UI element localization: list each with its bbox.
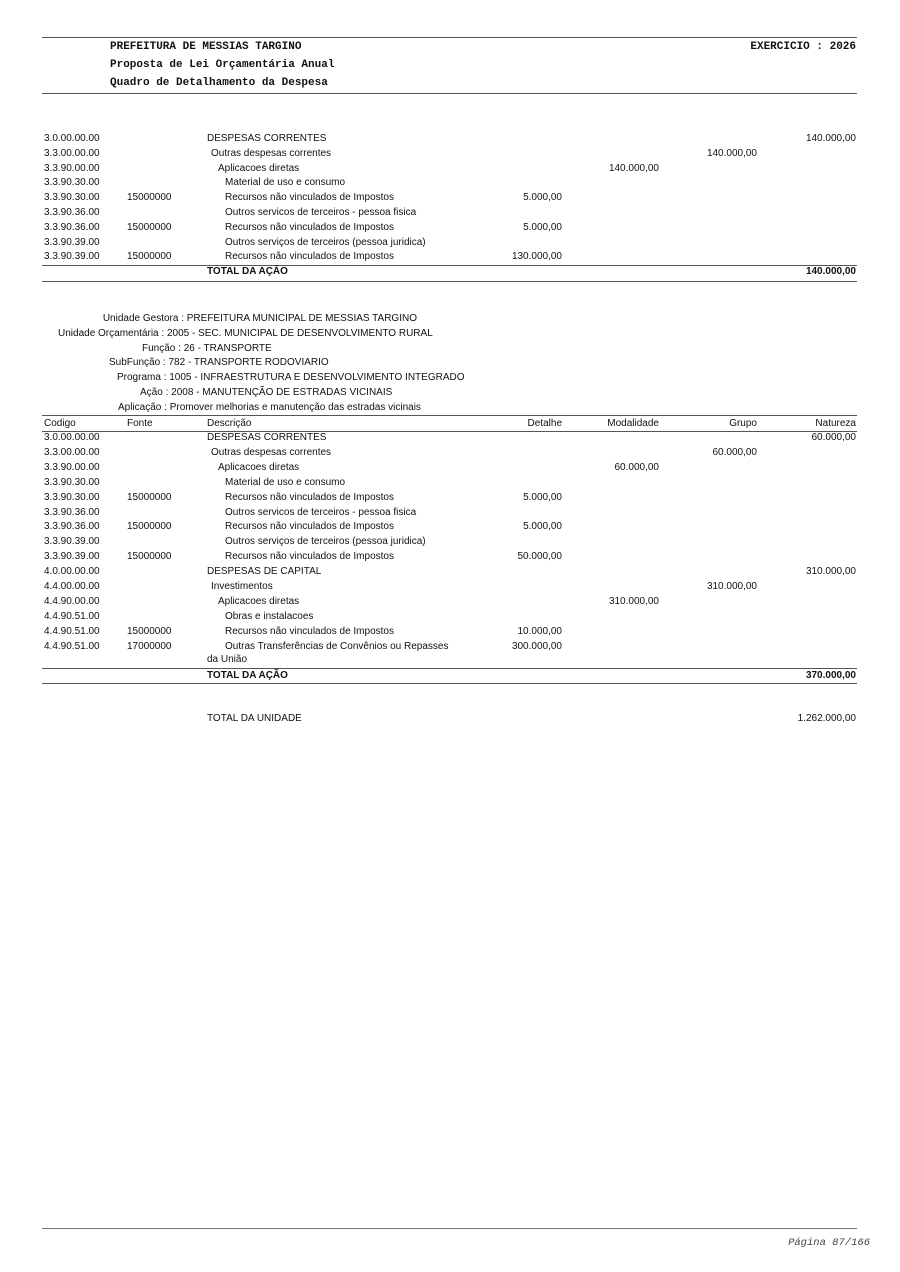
cell-natureza: 140.000,00 <box>805 133 856 144</box>
cell-modalidade: 140.000,00 <box>608 162 659 174</box>
cell-fonte: 15000000 <box>127 251 172 263</box>
cell-fonte: 15000000 <box>127 521 172 533</box>
table-row <box>0 477 900 492</box>
cell-codigo: 3.3.00.00.00 <box>44 446 100 458</box>
cell-descricao: Obras e instalacoes <box>225 610 314 622</box>
col-natureza: Natureza <box>815 418 856 429</box>
cell-modalidade: 60.000,00 <box>614 461 659 473</box>
cell-descricao: Recursos não vinculados de Impostos <box>225 251 394 263</box>
cell-descricao: Outras Transferências de Convênios ou Repasses <box>225 640 449 652</box>
divider <box>42 37 857 38</box>
cell-descricao: Material de uso e consumo <box>225 476 346 488</box>
cell-codigo: 3.3.90.39.00 <box>44 251 100 263</box>
cell-codigo: 3.3.90.30.00 <box>44 192 100 204</box>
col-codigo: Codigo <box>44 418 76 429</box>
cell-descricao: Aplicacoes diretas <box>218 595 300 607</box>
cell-descricao: DESPESAS CORRENTES <box>207 432 327 443</box>
table-row <box>0 507 900 522</box>
cell-detalhe: 5.000,00 <box>523 221 562 233</box>
table-row <box>0 596 900 611</box>
cell-fonte: 15000000 <box>127 551 172 563</box>
footer-divider <box>42 1228 857 1229</box>
page-number: Página 87/166 <box>788 1237 870 1249</box>
table-row <box>0 163 900 178</box>
col-grupo: Grupo <box>729 418 757 429</box>
cell-descricao: DESPESAS DE CAPITAL <box>207 566 322 578</box>
total-row <box>0 266 900 281</box>
divider <box>42 415 857 416</box>
cell-fonte: 15000000 <box>127 192 172 204</box>
cell-codigo: 3.3.90.36.00 <box>44 506 100 518</box>
table-row <box>0 611 900 626</box>
cell-codigo: 3.3.90.39.00 <box>44 236 100 248</box>
cell-codigo: 3.3.90.36.00 <box>44 207 100 218</box>
cell-codigo: 4.4.90.51.00 <box>44 640 100 652</box>
cell-descricao: Outros servicos de terceiros - pessoa fisica <box>225 506 417 518</box>
cell-descricao: Aplicacoes diretas <box>218 461 300 473</box>
cell-codigo: 4.0.00.00.00 <box>44 566 100 578</box>
cell-codigo: 3.3.90.36.00 <box>44 221 100 233</box>
info-aplicacao: Aplicação : Promover melhorias e manutenção das estradas vicinais <box>118 402 421 413</box>
cell-codigo: 3.3.00.00.00 <box>44 147 100 159</box>
table-row <box>0 148 900 163</box>
total-value: 140.000,00 <box>805 266 856 277</box>
table-row <box>0 447 900 462</box>
cell-grupo: 140.000,00 <box>706 147 757 159</box>
total-label: TOTAL DA AÇÃO <box>207 670 288 681</box>
cell-fonte: 15000000 <box>127 491 172 503</box>
table-row <box>0 192 900 207</box>
table-row <box>0 177 900 192</box>
cell-descricao: Outras despesas correntes <box>211 147 332 159</box>
divider <box>42 668 857 669</box>
cell-codigo: 4.4.90.00.00 <box>44 595 100 607</box>
cell-descricao: Recursos não vinculados de Impostos <box>225 521 394 533</box>
table-row <box>0 462 900 477</box>
cell-descricao: Outros serviços de terceiros (pessoa juridica) <box>225 536 426 548</box>
info-programa: Programa : 1005 - INFRAESTRUTURA E DESENVOLVIMENTO INTEGRADO <box>117 372 465 383</box>
table-row <box>0 237 900 252</box>
exercicio: EXERCICIO : 2026 <box>750 41 856 53</box>
table-row <box>0 432 900 447</box>
table-row <box>0 581 900 596</box>
cell-codigo: 3.0.00.00.00 <box>44 133 100 144</box>
total-unidade-label: TOTAL DA UNIDADE <box>207 713 302 724</box>
cell-codigo: 3.3.90.00.00 <box>44 461 100 473</box>
info-subfuncao: SubFunção : 782 - TRANSPORTE RODOVIARIO <box>109 357 329 368</box>
cell-detalhe: 50.000,00 <box>517 551 562 563</box>
total-label: TOTAL DA AÇÃO <box>207 266 288 277</box>
table-row <box>0 133 900 148</box>
total-unidade-row <box>0 713 900 728</box>
cell-detalhe: 5.000,00 <box>523 521 562 533</box>
cell-detalhe: 10.000,00 <box>517 625 562 637</box>
table-row <box>0 492 900 507</box>
table-row <box>0 222 900 237</box>
info-acao: Ação : 2008 - MANUTENÇÃO DE ESTRADAS VICINAIS <box>140 387 393 398</box>
info-unidade-orcamentaria: Unidade Orçamentária : 2005 - SEC. MUNICIPAL DE DESENVOLVIMENTO RURAL <box>58 328 433 339</box>
cell-modalidade: 310.000,00 <box>608 595 659 607</box>
cell-descricao: Investimentos <box>211 581 273 592</box>
cell-descricao: Recursos não vinculados de Impostos <box>225 625 394 637</box>
table-row <box>0 551 900 566</box>
cell-detalhe: 5.000,00 <box>523 192 562 204</box>
cell-descricao: DESPESAS CORRENTES <box>207 133 327 144</box>
cell-detalhe: 300.000,00 <box>511 640 562 652</box>
cell-codigo: 3.3.90.30.00 <box>44 491 100 503</box>
table-row <box>0 626 900 641</box>
cell-codigo: 3.3.90.00.00 <box>44 162 100 174</box>
divider <box>42 683 857 684</box>
table-row <box>0 536 900 551</box>
org-name: PREFEITURA DE MESSIAS TARGINO <box>110 41 302 53</box>
cell-grupo: 310.000,00 <box>706 581 757 592</box>
cell-fonte: 17000000 <box>127 640 172 652</box>
cell-codigo: 4.4.00.00.00 <box>44 581 100 592</box>
cell-descricao: Aplicacoes diretas <box>218 162 300 174</box>
cell-descricao: Recursos não vinculados de Impostos <box>225 221 394 233</box>
cell-descricao: Material de uso e consumo <box>225 177 346 189</box>
cell-codigo: 3.3.90.30.00 <box>44 476 100 488</box>
cell-codigo: 3.0.00.00.00 <box>44 432 100 443</box>
cell-codigo: 3.3.90.39.00 <box>44 536 100 548</box>
cell-fonte: 15000000 <box>127 625 172 637</box>
divider <box>42 93 857 94</box>
cell-descricao: Outras despesas correntes <box>211 446 332 458</box>
table-row <box>0 640 900 665</box>
cell-fonte: 15000000 <box>127 221 172 233</box>
cell-detalhe: 130.000,00 <box>511 251 562 263</box>
cell-codigo: 4.4.90.51.00 <box>44 625 100 637</box>
subtitle-1: Proposta de Lei Orçamentária Anual <box>110 59 335 71</box>
cell-codigo: 3.3.90.30.00 <box>44 177 100 189</box>
info-funcao: Função : 26 - TRANSPORTE <box>142 343 272 354</box>
cell-codigo: 4.4.90.51.00 <box>44 610 100 622</box>
table-row <box>0 521 900 536</box>
cell-descricao: Outros serviços de terceiros (pessoa juridica) <box>225 236 426 248</box>
cell-descricao: Outros servicos de terceiros - pessoa fisica <box>225 207 417 218</box>
total-value: 370.000,00 <box>805 670 856 681</box>
total-unidade-value: 1.262.000,00 <box>797 713 856 724</box>
cell-grupo: 60.000,00 <box>712 446 757 458</box>
cell-descricao: Recursos não vinculados de Impostos <box>225 551 394 563</box>
cell-descricao-cont: da União <box>207 653 248 665</box>
col-fonte: Fonte <box>127 418 153 429</box>
col-modalidade: Modalidade <box>607 418 659 429</box>
cell-descricao: Recursos não vinculados de Impostos <box>225 491 394 503</box>
cell-codigo: 3.3.90.36.00 <box>44 521 100 533</box>
table-row <box>0 566 900 581</box>
info-unidade-gestora: Unidade Gestora : PREFEITURA MUNICIPAL DE MESSIAS TARGINO <box>102 313 417 324</box>
subtitle-2: Quadro de Detalhamento da Despesa <box>110 77 328 89</box>
cell-descricao: Recursos não vinculados de Impostos <box>225 192 394 204</box>
divider <box>42 281 857 282</box>
cell-natureza: 60.000,00 <box>811 432 856 443</box>
table-row <box>0 207 900 222</box>
cell-detalhe: 5.000,00 <box>523 491 562 503</box>
col-detalhe: Detalhe <box>527 418 562 429</box>
col-descricao: Descrição <box>207 418 252 429</box>
cell-codigo: 3.3.90.39.00 <box>44 551 100 563</box>
cell-natureza: 310.000,00 <box>805 566 856 578</box>
